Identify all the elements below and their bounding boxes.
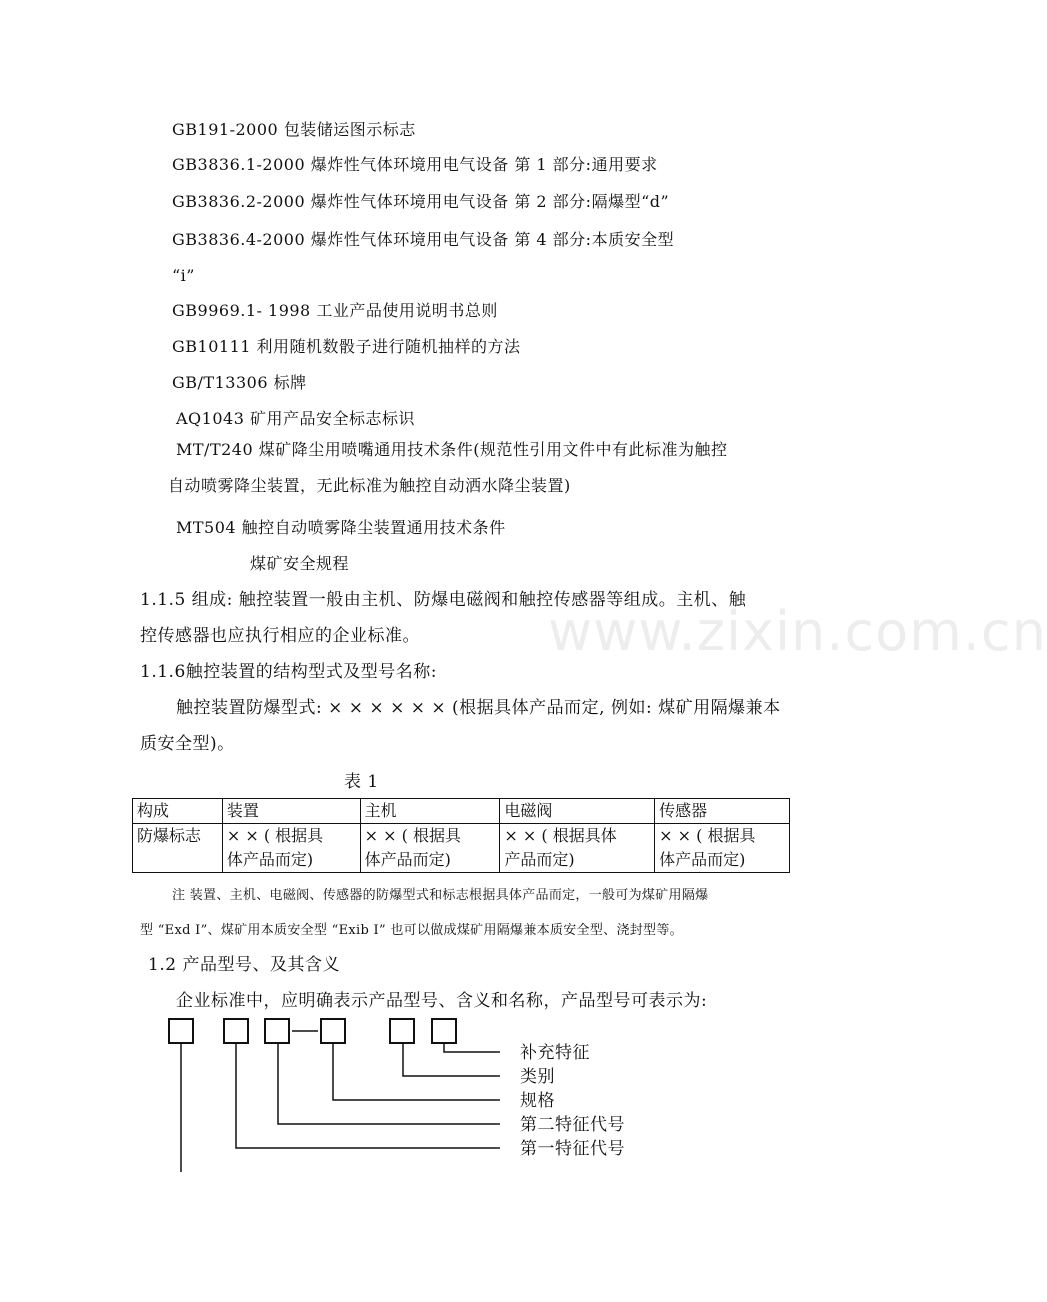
section-116-heading: 1.1.6触控装置的结构型式及型号名称: (140, 662, 437, 682)
label-category: 类别 (520, 1067, 555, 1087)
watermark: www.zixin.com.cn (548, 600, 1047, 663)
standard-aq1043: AQ1043 矿用产品安全标志标识 (176, 409, 415, 428)
standard-gb3836-1: GB3836.1-2000 爆炸性气体环境用电气设备 第 1 部分:通用要求 (172, 155, 658, 174)
table-header-cell: 构成 (133, 799, 223, 824)
table-header-cell: 传感器 (655, 799, 790, 824)
table-cell-line: 产品而定) (504, 850, 575, 869)
section-115-line2: 控传感器也应执行相应的企业标准。 (140, 626, 420, 646)
label-supplementary-feature: 补充特征 (520, 1043, 590, 1063)
section-115-line1: 1.1.5 组成: 触控装置一般由主机、防爆电磁阀和触控传感器等组成。主机、触 (140, 590, 747, 610)
table-cell-line: × × ( 根据具 (364, 826, 461, 845)
standard-mtt240-cont: 自动喷雾降尘装置，无此标准为触控自动洒水降尘装置) (168, 476, 571, 495)
table-header-cell: 电磁阀 (500, 799, 655, 824)
section-12-intro: 企业标准中，应明确表示产品型号、含义和名称，产品型号可表示为: (176, 991, 708, 1011)
label-second-feature-code: 第二特征代号 (520, 1115, 625, 1135)
table-header-cell: 主机 (360, 799, 500, 824)
table-cell-line: 体产品而定) (364, 850, 451, 869)
table-header-cell: 装置 (222, 799, 360, 824)
standard-gbt13306: GB/T13306 标牌 (172, 373, 307, 392)
table-cell-line: 体产品而定) (226, 850, 314, 869)
label-first-feature-code: 第一特征代号 (520, 1139, 625, 1159)
standard-gb10111: GB10111 利用随机数骰子进行随机抽样的方法 (172, 337, 521, 356)
table-row-label: 防爆标志 (133, 824, 223, 873)
note-line1: 注 装置、主机、电磁阀、传感器的防爆型式和标志根据具体产品而定，一般可为煤矿用隔爆 (172, 888, 709, 903)
standard-gb3836-2: GB3836.2-2000 爆炸性气体环境用电气设备 第 2 部分:隔爆型“d” (172, 192, 670, 211)
standard-gb9969: GB9969.1- 1998 工业产品使用说明书总则 (172, 301, 498, 320)
note-line2: 型 “Exd I”、煤矿用本质安全型 “Exib I” 也可以做成煤矿用隔爆兼本质安全型、浇封型等。 (140, 923, 683, 938)
section-12-heading: 1.2 产品型号、及其含义 (148, 955, 340, 975)
standard-coal-safety: 煤矿安全规程 (250, 554, 350, 573)
label-specification: 规格 (520, 1091, 555, 1111)
standard-mtt240: MT/T240 煤矿降尘用喷嘴通用技术条件(规范性引用文件中有此标准为触控 (176, 440, 728, 459)
section-116-line1: 触控装置防爆型式: × × × × × × (根据具体产品而定, 例如: 煤矿用隔爆兼本 (176, 698, 781, 718)
table-cell-line: × × ( 根据具体 (504, 826, 617, 845)
section-116-line2: 质安全型)。 (140, 734, 235, 754)
table-cell-line: × × ( 根据具 (226, 826, 324, 845)
standard-gb3836-4-cont: “i” (172, 266, 195, 285)
standard-gb191: GB191-2000 包装储运图示标志 (172, 120, 416, 139)
table-cell-line: × × ( 根据具 (659, 826, 756, 845)
table-cell-line: 体产品而定) (659, 850, 746, 869)
standard-gb3836-4: GB3836.4-2000 爆炸性气体环境用电气设备 第 4 部分:本质安全型 (172, 230, 675, 249)
standard-mt504: MT504 触控自动喷雾降尘装置通用技术条件 (176, 518, 506, 537)
table-caption: 表 1 (344, 772, 379, 792)
